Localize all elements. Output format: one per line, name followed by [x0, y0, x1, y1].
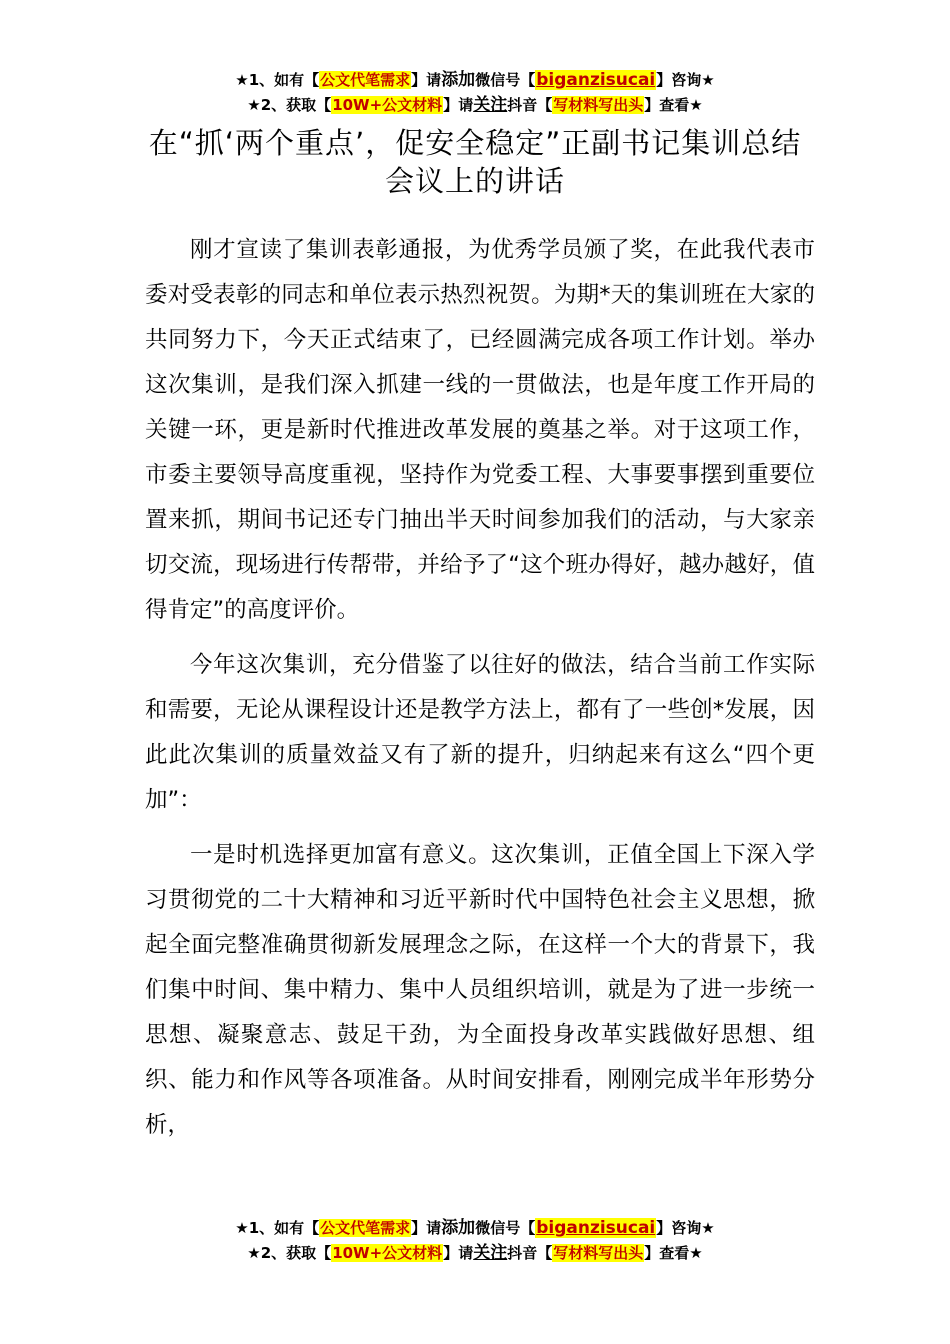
- highlight-wechat-id: biganzisucai: [536, 1218, 656, 1238]
- banner-line-2: [0, 93, 950, 118]
- banner-text: 微信号【: [475, 71, 536, 89]
- highlight-wechat-id: biganzisucai: [536, 70, 656, 90]
- paragraph: 一是时机选择更加富有意义。这次集训，正值全国上下深入学习贯彻党的二十大精神和习近平新时代中国特色社会主义思想，掀起全面完整准确贯彻新发展理念之际，在这样一个大的背景下，我们集中时间、集中精力、集中人员组织培训，就是为了进一步统一思想、凝聚意志、鼓足干劲，为全面投身改革实践做好思想、组织、能力和作风等各项准备。从时间安排看，刚刚完成半年形势分析，: [145, 842, 815, 1138]
- banner-text: 】查看★: [644, 96, 703, 114]
- banner-text: 微信号【: [475, 1219, 536, 1237]
- banner-text: 】咨询★: [656, 71, 715, 89]
- highlight-materials: 10W+公文材料: [332, 1244, 443, 1262]
- banner-line-1: [0, 68, 950, 93]
- paragraph: 刚才宣读了集训表彰通报，为优秀学员颁了奖，在此我代表市委对受表彰的同志和单位表示热烈祝贺。为期*天的集训班在大家的共同努力下，今天正式结束了，已经圆满完成各项工作计划。举办这次集训，是我们深入抓建一线的一贯做法，也是年度工作开局的关键一环，更是新时代推进改革发展的奠基之举。对于这项工作，市委主要领导高度重视，坚持作为党委工程、大事要事摆到重要位置来抓，期间书记还专门抽出半天时间参加我们的活动，与大家亲切交流，现场进行传帮带，并给予了“这个班办得好，越办越好，值得肯定”的高度评价。: [145, 237, 815, 623]
- highlight-service: 公文代笔需求: [320, 71, 411, 89]
- banner-text: 】请: [443, 1244, 474, 1262]
- header-banner: [0, 68, 950, 118]
- banner-text: 抖音【: [507, 96, 553, 114]
- highlight-douyin: 写材料写出头: [553, 1244, 644, 1262]
- banner-emphasis: 添加: [441, 1218, 476, 1238]
- banner-text: 】咨询★: [656, 1219, 715, 1237]
- highlight-service: 公文代笔需求: [320, 1219, 411, 1237]
- banner-line-1: [0, 1216, 950, 1241]
- banner-text: ★2、获取【: [247, 96, 332, 114]
- banner-text: 】请: [411, 71, 442, 89]
- footer-banner: [0, 1216, 950, 1266]
- highlight-materials: 10W+公文材料: [332, 96, 443, 114]
- banner-text: 抖音【: [507, 1244, 553, 1262]
- banner-text: 】请: [411, 1219, 442, 1237]
- banner-emphasis: 添加: [441, 70, 476, 90]
- paragraph: 今年这次集训，充分借鉴了以往好的做法，结合当前工作实际和需要，无论从课程设计还是教学方法上，都有了一些创*发展，因此此次集训的质量效益又有了新的提升，归纳起来有这么“四个更加”：: [145, 652, 815, 813]
- highlight-douyin: 写材料写出头: [553, 96, 644, 114]
- banner-emphasis: 关注: [473, 1243, 508, 1263]
- banner-text: 】请: [443, 96, 474, 114]
- document-body: [145, 228, 815, 1158]
- banner-emphasis: 关注: [473, 95, 508, 115]
- banner-text: 】查看★: [644, 1244, 703, 1262]
- banner-text: ★1、如有【: [235, 1219, 320, 1237]
- banner-text: ★1、如有【: [235, 71, 320, 89]
- banner-line-2: [0, 1241, 950, 1266]
- document-title: 在“抓‘两个重点’，促安全稳定”正副书记集训总结会议上的讲话: [148, 126, 802, 198]
- banner-text: ★2、获取【: [247, 1244, 332, 1262]
